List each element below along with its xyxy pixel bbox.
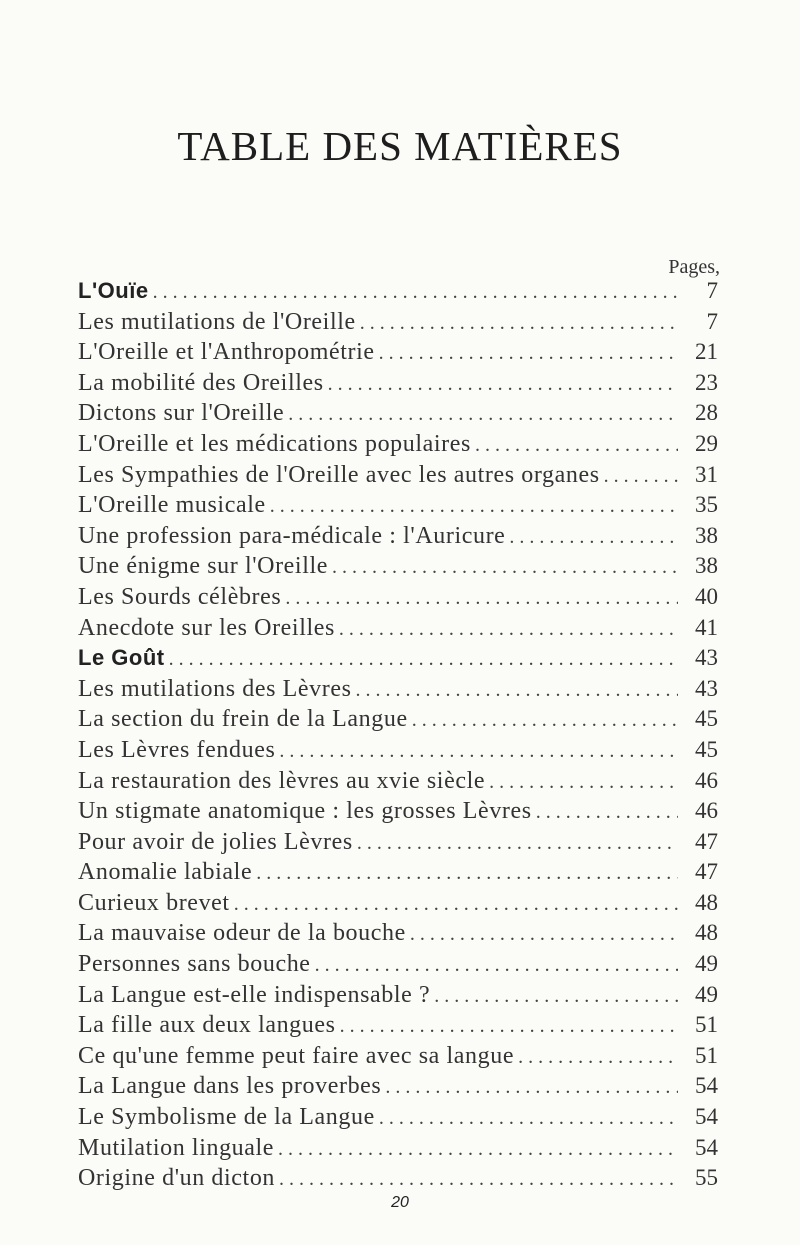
toc-entry bbox=[78, 368, 718, 399]
toc-entry bbox=[78, 307, 718, 338]
toc-entry bbox=[78, 827, 718, 858]
toc-entry-page-number: 55 bbox=[695, 1165, 718, 1191]
toc-entry bbox=[78, 460, 718, 491]
toc-leader-dots bbox=[340, 1011, 678, 1041]
toc-entry-page-number: 38 bbox=[695, 522, 718, 548]
toc-leader-dots bbox=[315, 950, 678, 980]
toc-entry bbox=[78, 735, 718, 766]
toc-entry-title: Une énigme sur l'Oreille bbox=[78, 553, 328, 580]
toc-entry-title: Les Sourds célèbres bbox=[78, 583, 282, 610]
toc-entry-page-number: 31 bbox=[695, 461, 718, 487]
toc-entry-page-number: 54 bbox=[695, 1104, 718, 1130]
toc-entry-page-number: 47 bbox=[695, 828, 718, 854]
toc-entry-page-number: 51 bbox=[695, 1012, 718, 1038]
toc-entry-title: Le Symbolisme de la Langue bbox=[78, 1104, 375, 1131]
toc-entry bbox=[78, 704, 718, 735]
toc-entry bbox=[78, 949, 718, 980]
toc-entry-title: Dictons sur l'Oreille bbox=[78, 400, 285, 427]
toc-entry-title: Anomalie labiale bbox=[78, 859, 253, 886]
toc-entry-page-number: 7 bbox=[706, 308, 718, 334]
toc-leader-dots bbox=[328, 369, 678, 399]
toc-entry bbox=[78, 582, 718, 613]
toc-entry-page-number: 43 bbox=[695, 675, 718, 701]
toc-entry-title: L'Ouïe bbox=[78, 278, 149, 303]
toc-leader-dots bbox=[536, 797, 678, 827]
toc-entry-page-number: 48 bbox=[695, 920, 718, 946]
toc-entry-page-number: 47 bbox=[695, 859, 718, 885]
toc-leader-dots bbox=[360, 308, 678, 338]
toc-entry-page-number: 21 bbox=[695, 339, 718, 365]
toc-leader-dots bbox=[379, 338, 678, 368]
toc-entry-page-number: 45 bbox=[695, 736, 718, 762]
toc-entry-page-number: 54 bbox=[695, 1134, 718, 1160]
toc-entry-title: Un stigmate anatomique : les grosses Lèvres bbox=[78, 798, 532, 825]
toc-entry bbox=[78, 674, 718, 705]
toc-leader-dots bbox=[434, 981, 678, 1011]
toc-entry-title: Ce qu'une femme peut faire avec sa langue bbox=[78, 1042, 515, 1069]
toc-leader-dots bbox=[410, 919, 678, 949]
toc-entry-title: Curieux brevet bbox=[78, 889, 230, 916]
toc-entry-page-number: 40 bbox=[695, 583, 718, 609]
toc-entry-title: Les Lèvres fendues bbox=[78, 736, 276, 763]
toc-entry bbox=[78, 429, 718, 460]
toc-leader-dots bbox=[357, 828, 678, 858]
toc-entry bbox=[78, 1133, 718, 1164]
toc-leader-dots bbox=[169, 644, 678, 674]
toc-entry-page-number: 7 bbox=[706, 278, 718, 303]
toc-leader-dots bbox=[379, 1103, 678, 1133]
toc-entry-page-number: 51 bbox=[695, 1042, 718, 1068]
toc-entry-page-number: 45 bbox=[695, 706, 718, 732]
toc-leader-dots bbox=[234, 889, 678, 919]
toc-entry-title: Les mutilations des Lèvres bbox=[78, 675, 352, 702]
toc-entry-title: La mobilité des Oreilles bbox=[78, 369, 324, 396]
toc-leader-dots bbox=[356, 675, 678, 705]
toc-entry bbox=[78, 918, 718, 949]
toc-entry bbox=[78, 980, 718, 1011]
toc-entry bbox=[78, 1102, 718, 1133]
toc-leader-dots bbox=[256, 858, 678, 888]
toc-leader-dots bbox=[278, 1134, 678, 1164]
toc-leader-dots bbox=[604, 461, 678, 491]
toc-entry bbox=[78, 337, 718, 368]
toc-leader-dots bbox=[385, 1072, 678, 1102]
toc-entry-title: Mutilation linguale bbox=[78, 1134, 275, 1161]
toc-leader-dots bbox=[475, 430, 678, 460]
toc-entry-page-number: 46 bbox=[695, 767, 718, 793]
toc-leader-dots bbox=[332, 552, 678, 582]
toc-section-heading bbox=[78, 643, 718, 674]
toc-entry-page-number: 46 bbox=[695, 798, 718, 824]
toc-entry bbox=[78, 613, 718, 644]
toc-entry-page-number: 41 bbox=[695, 614, 718, 640]
toc-entry-title: Les Sympathies de l'Oreille avec les autres organes bbox=[78, 461, 600, 488]
toc-section-heading bbox=[78, 276, 718, 307]
toc-entry-title: La Langue est-elle indispensable ? bbox=[78, 981, 431, 1008]
toc-entry-page-number: 35 bbox=[695, 492, 718, 518]
toc-entry bbox=[78, 796, 718, 827]
toc-entry bbox=[78, 1010, 718, 1041]
toc-leader-dots bbox=[279, 1164, 678, 1194]
toc-entry-title: La restauration des lèvres au xvie siècle bbox=[78, 767, 486, 794]
toc-entry-title: La fille aux deux langues bbox=[78, 1012, 336, 1039]
toc-entry-title: Anecdote sur les Oreilles bbox=[78, 614, 335, 641]
toc-entry-page-number: 29 bbox=[695, 430, 718, 456]
toc-entry-title: Les mutilations de l'Oreille bbox=[78, 308, 356, 335]
toc-leader-dots bbox=[288, 399, 678, 429]
toc-entry-page-number: 54 bbox=[695, 1073, 718, 1099]
toc-entry-title: Personnes sans bouche bbox=[78, 951, 311, 978]
toc-leader-dots bbox=[509, 522, 678, 552]
toc-entry-title: Origine d'un dicton bbox=[78, 1165, 276, 1192]
toc-entry-title: La section du frein de la Langue bbox=[78, 706, 408, 733]
page-title: TABLE DES MATIÈRES bbox=[177, 123, 623, 169]
toc-entry-page-number: 38 bbox=[695, 553, 718, 579]
toc-entry-title: La mauvaise odeur de la bouche bbox=[78, 920, 406, 947]
toc-entry bbox=[78, 398, 718, 429]
toc-entry bbox=[78, 1163, 718, 1194]
toc-entry bbox=[78, 766, 718, 797]
toc-entry bbox=[78, 551, 718, 582]
toc-leader-dots bbox=[489, 767, 678, 797]
toc-entry-title: L'Oreille et l'Anthropométrie bbox=[78, 339, 375, 366]
toc-entry-title: Une profession para-médicale : l'Auricure bbox=[78, 522, 506, 549]
toc-entry-page-number: 43 bbox=[695, 645, 718, 671]
table-of-contents bbox=[78, 276, 718, 1194]
toc-entry bbox=[78, 490, 718, 521]
toc-entry-page-number: 49 bbox=[695, 981, 718, 1007]
toc-leader-dots bbox=[285, 583, 678, 613]
toc-entry-title: La Langue dans les proverbes bbox=[78, 1073, 382, 1100]
toc-entry-page-number: 48 bbox=[695, 889, 718, 915]
toc-entry-title: L'Oreille et les médications populaires bbox=[78, 430, 471, 457]
page-number-folio: 20 bbox=[391, 1194, 409, 1211]
toc-leader-dots bbox=[518, 1042, 678, 1072]
toc-leader-dots bbox=[412, 705, 678, 735]
toc-entry-page-number: 49 bbox=[695, 951, 718, 977]
toc-entry bbox=[78, 1071, 718, 1102]
toc-entry bbox=[78, 857, 718, 888]
toc-entry bbox=[78, 888, 718, 919]
toc-leader-dots bbox=[339, 614, 678, 644]
toc-leader-dots bbox=[279, 736, 678, 766]
pages-column-header: Pages, bbox=[668, 256, 720, 278]
toc-leader-dots bbox=[153, 277, 678, 307]
toc-entry bbox=[78, 521, 718, 552]
toc-leader-dots bbox=[270, 491, 678, 521]
toc-entry-title: L'Oreille musicale bbox=[78, 492, 266, 519]
toc-entry-title: Pour avoir de jolies Lèvres bbox=[78, 828, 353, 855]
toc-entry-page-number: 23 bbox=[695, 369, 718, 395]
toc-entry-page-number: 28 bbox=[695, 400, 718, 426]
toc-entry-title: Le Goût bbox=[78, 645, 165, 671]
toc-entry bbox=[78, 1041, 718, 1072]
